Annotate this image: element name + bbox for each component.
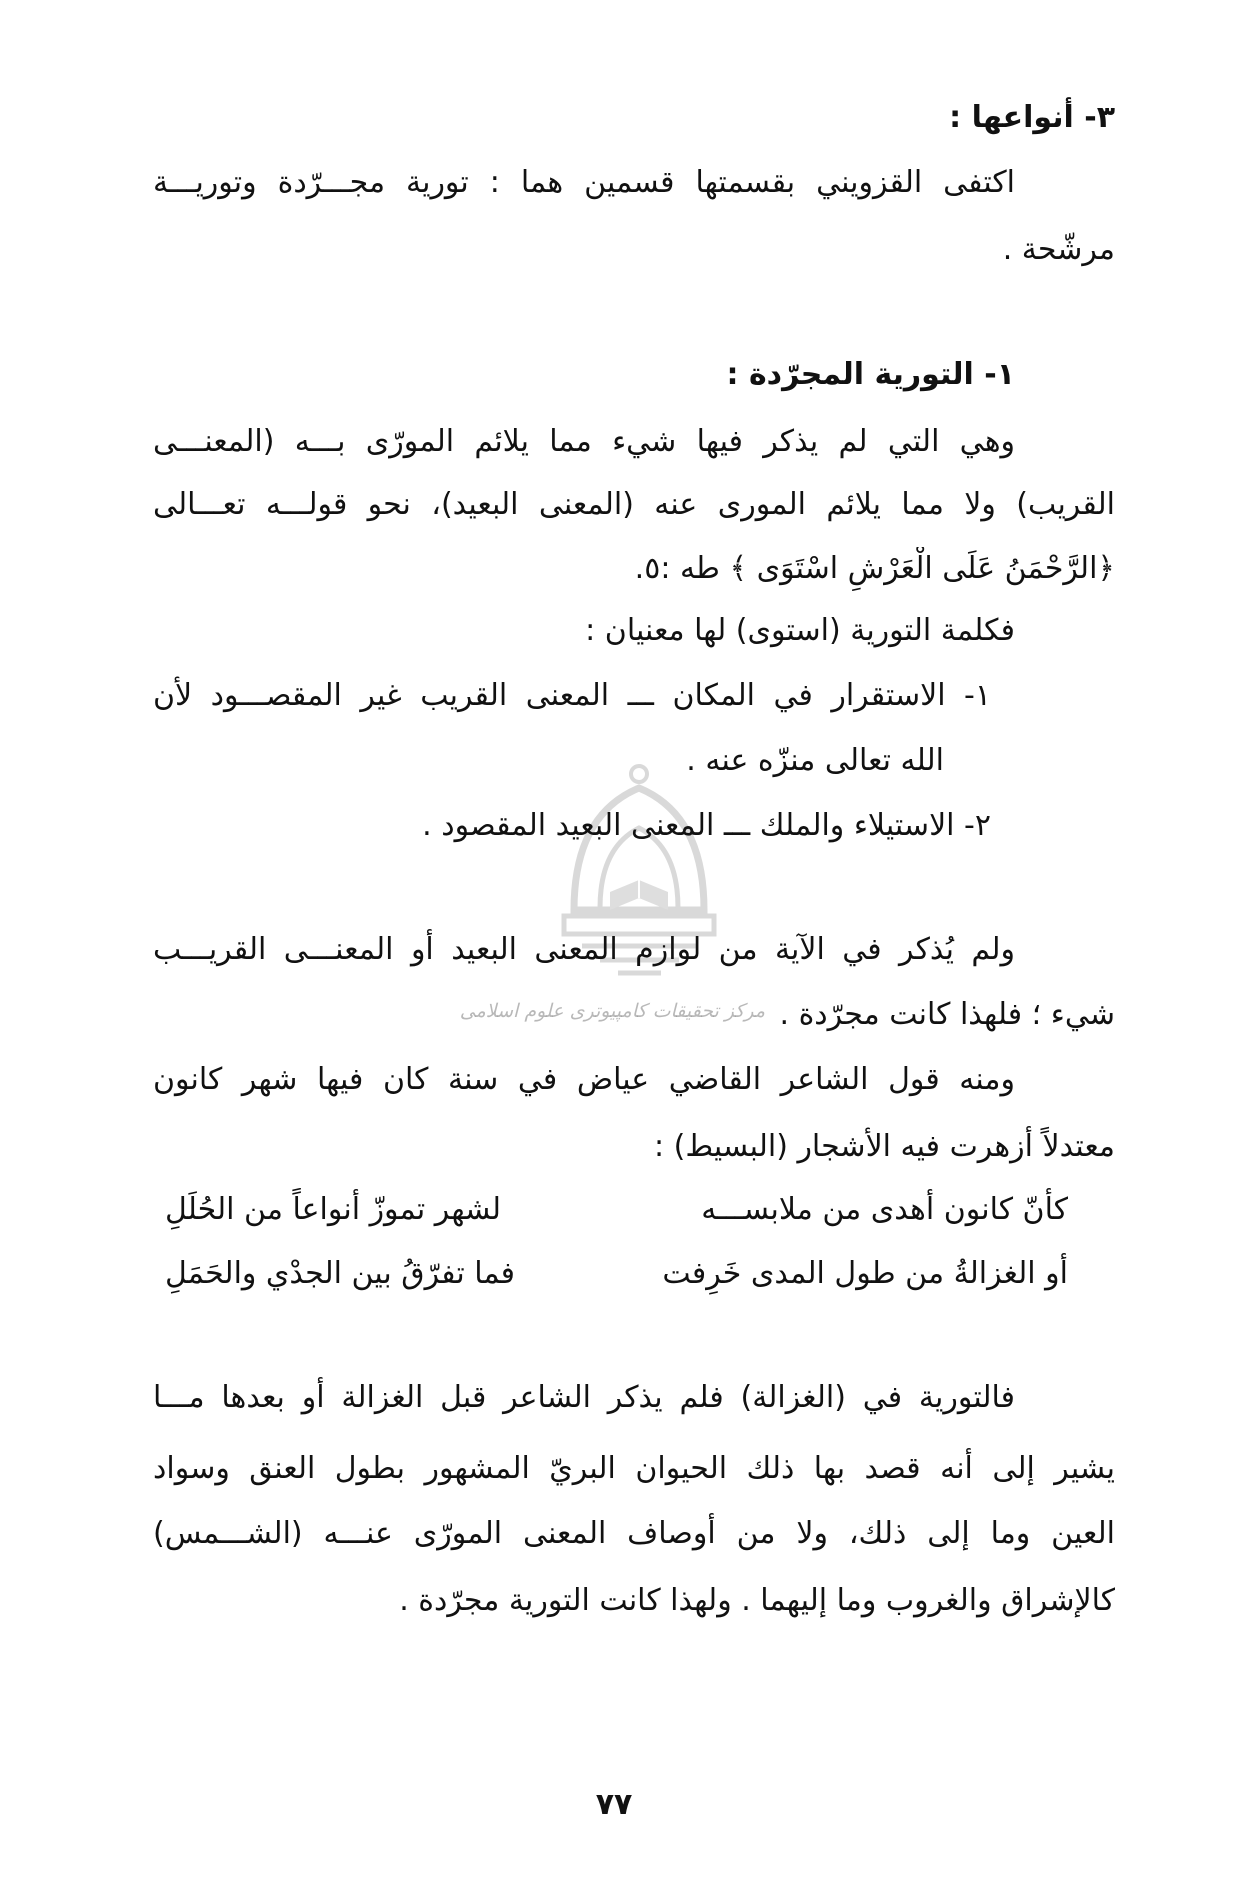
quran-verse: ﴿الرَّحْمَنُ عَلَى الْعَرْشِ اسْتَوَى ﴾ طه :٥. <box>634 551 1115 586</box>
analysis-line: العين وما إلى ذلك، ولا من أوصاف المعنى المورّى عنـــه (الشـــمس) <box>153 1516 1115 1551</box>
explanation-line: ولم يُذكر في الآية من لوازم المعنى البعيد أو المعنـــى القريـــب <box>153 932 1015 967</box>
section-heading: ٣- أنواعها : <box>949 100 1115 135</box>
word-intro: فكلمة التورية (استوى) لها معنيان : <box>585 613 1015 648</box>
poem-verse-first-hemistich: أو الغزالةُ من طول المدى خَرِفت <box>662 1256 1068 1291</box>
page-number: ٧٧ <box>595 1787 633 1822</box>
poem-intro-line: معتدلاً أزهرت فيه الأشجار (البسيط) : <box>654 1129 1115 1164</box>
definition-line: القريب) ولا مما يلائم المورى عنه (المعنى البعيد)، نحو قولـــه تعـــالى <box>153 487 1115 522</box>
poem-verse-second-hemistich: فما تفرّقُ بين الجدْي والحَمَلِ <box>165 1256 516 1291</box>
poem-verse-second-hemistich: لشهر تموزّ أنواعاً من الحُلَلِ <box>165 1192 502 1227</box>
poem-intro-line: ومنه قول الشاعر القاضي عياض في سنة كان فيها شهر كانون <box>153 1062 1015 1097</box>
subsection-heading: ١- التورية المجرّدة : <box>726 357 1015 392</box>
explanation-line: شيء ؛ فلهذا كانت مجرّدة . <box>779 997 1115 1032</box>
meaning-item: ١- الاستقرار في المكان ـــ المعنى القريب غير المقصـــود لأن <box>153 678 991 713</box>
analysis-line: يشير إلى أنه قصد بها ذلك الحيوان البريّ المشهور بطول العنق وسواد <box>153 1451 1115 1486</box>
poem-verse-first-hemistich: كأنّ كانون أهدى من ملابســـه <box>701 1192 1068 1227</box>
intro-line: مرشّحة . <box>1002 232 1115 267</box>
analysis-line: كالإشراق والغروب وما إليهما . ولهذا كانت التورية مجرّدة . <box>399 1583 1115 1618</box>
watermark-text: مرکز تحقیقات کامپیوتری علوم اسلامی <box>459 1000 765 1022</box>
intro-line: اكتفى القزويني بقسمتها قسمين هما : تورية مجـــرّدة وتوريـــة <box>153 165 1015 200</box>
definition-line: وهي التي لم يذكر فيها شيء مما يلائم المورّى بـــه (المعنـــى <box>153 424 1015 459</box>
meaning-item-continuation: الله تعالى منزّه عنه . <box>686 743 944 778</box>
analysis-line: فالتورية في (الغزالة) فلم يذكر الشاعر قبل الغزالة أو بعدها مـــا <box>153 1380 1015 1415</box>
meaning-item: ٢- الاستيلاء والملك ـــ المعنى البعيد المقصود . <box>422 808 991 843</box>
